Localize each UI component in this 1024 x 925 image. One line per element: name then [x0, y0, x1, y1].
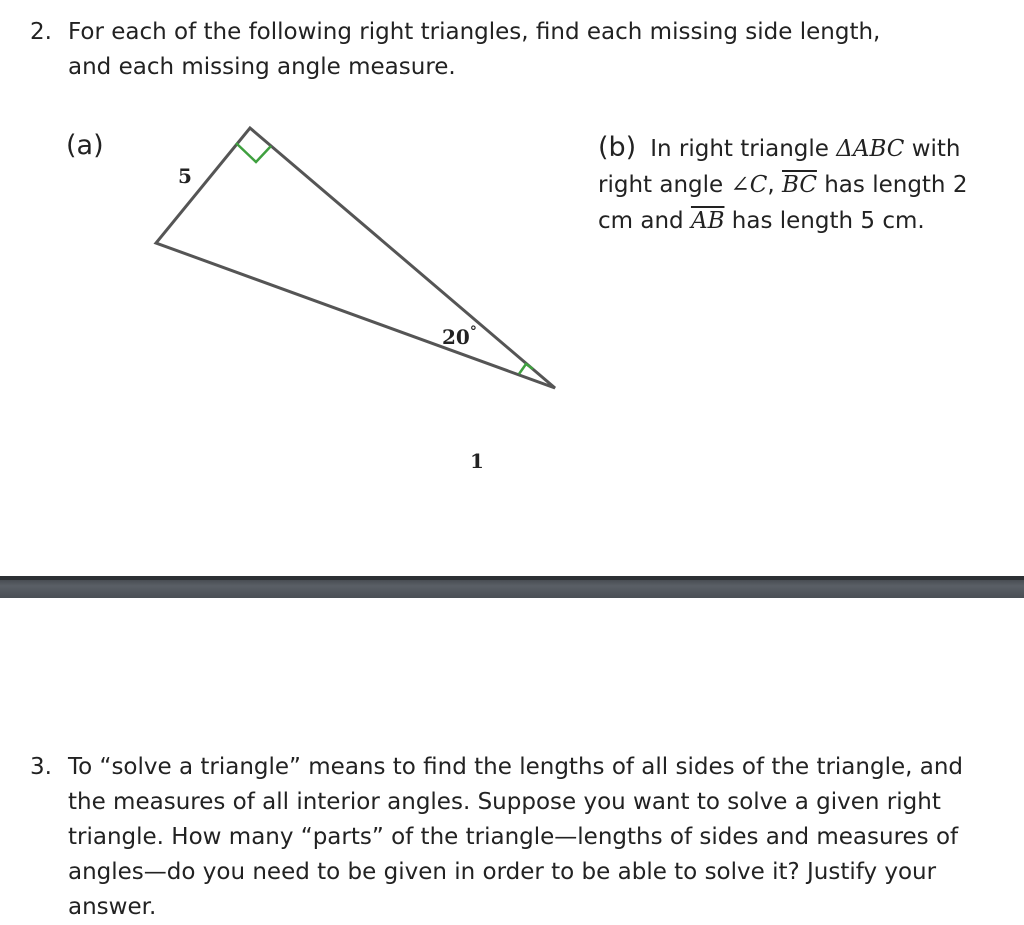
- question-text: For each of the following right triangles, find each missing side length, and each missing angle measure.: [68, 19, 881, 80]
- part-b-text: In right triangle: [650, 136, 837, 162]
- triangle-notation: ΔABC: [836, 136, 905, 162]
- part-b-text: has length 5 cm.: [724, 208, 925, 234]
- part-b-text: ,: [767, 172, 782, 198]
- part-b-label: (b): [598, 132, 637, 163]
- question-number: 3.: [30, 754, 52, 780]
- segment-bc: $\overline{BC}$: [781, 172, 817, 198]
- angle-label-20: 20°: [442, 324, 477, 349]
- question-text: To “solve a triangle” means to find the lengths of all sides of the triangle, and the measures of all interior angles. Suppose you want to solve a given right triangle. How many “parts” of the triangle—lengths of sides and measures of angles—do you need to be given in order to be able to solve it? Justify your answer.: [68, 754, 964, 920]
- side-label-5: 5: [178, 164, 192, 188]
- divider-edge: [0, 576, 1024, 580]
- question-number: 2.: [30, 19, 52, 45]
- part-b-text: has length 2 cm and: [598, 172, 968, 234]
- question-3: [30, 750, 990, 920]
- angle-notation: ∠C: [730, 172, 768, 198]
- bottom-label-1: 1: [470, 449, 484, 473]
- part-b-text: with right angle: [598, 136, 961, 198]
- segment-ab: $\overline{AB}$: [690, 208, 725, 234]
- triangle-shape: [156, 128, 555, 388]
- part-b: [598, 130, 998, 239]
- part-a-label: (a): [66, 130, 104, 161]
- right-angle-marker: [236, 143, 271, 162]
